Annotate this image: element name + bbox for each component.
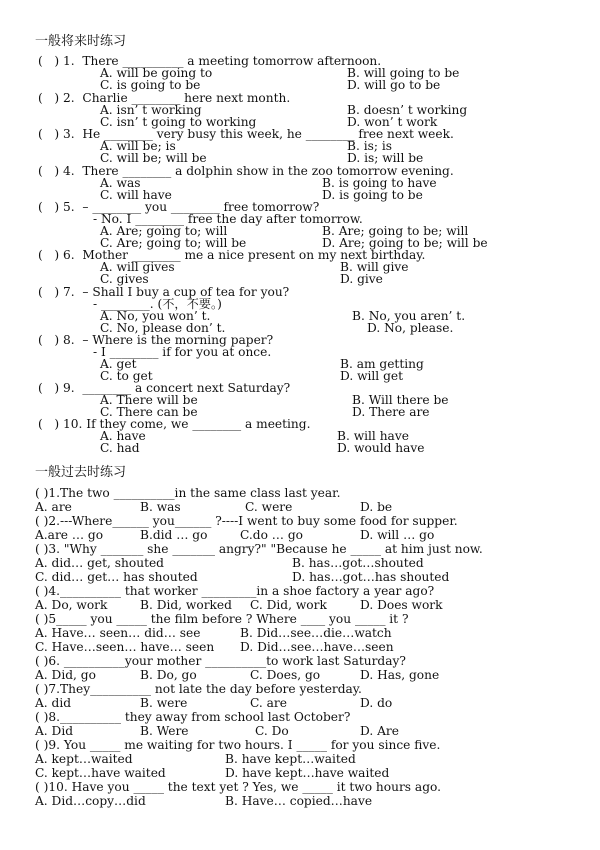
question-line: ( ) 3. He ________ very busy this week, he ________ free next week. xyxy=(38,127,454,141)
option-b: B.did … go xyxy=(140,528,208,542)
option-d: D. There are xyxy=(352,405,430,419)
option-c: C. Did, work xyxy=(250,598,327,612)
question-line: ( ) 7. – Shall I buy a cup of tea for you? xyxy=(38,285,290,299)
option-c: C. will have xyxy=(100,188,172,202)
option-a: A. Did, go xyxy=(35,668,96,682)
option-c: C. did… get… has shouted xyxy=(35,570,198,584)
option-b: B. has…got…shouted xyxy=(292,556,424,570)
option-d: D. has…got…has shouted xyxy=(292,570,450,584)
question-line: - No. I ________ free the day after tomorrow. xyxy=(93,212,363,226)
option-a: A. Did…copy…did xyxy=(35,794,146,808)
question-line: ( )2.---Where______ you______ ?----I went to buy some food for supper. xyxy=(35,514,458,528)
option-a: A. get xyxy=(100,357,137,371)
question-line: ( )8.__________ they away from school last October? xyxy=(35,710,351,724)
option-c: C. Are; going to; will be xyxy=(100,236,247,250)
option-b: B. Did…see…die…watch xyxy=(240,626,392,640)
option-b: B. doesn’ t working xyxy=(347,103,468,117)
option-b: B. will give xyxy=(340,260,409,274)
question-line: ( )5_____ you _____ the film before ? Where ____ you _____ it ? xyxy=(35,612,409,626)
option-d: D. would have xyxy=(337,441,425,455)
option-d: D. Did…see…have…seen xyxy=(240,640,394,654)
option-b: B. have kept…waited xyxy=(225,752,356,766)
option-d: D. will go to be xyxy=(347,78,441,92)
option-c: C.do … go xyxy=(240,528,303,542)
question-line: ( )3. "Why _______ she _______ angry?" "Because he _____ at him just now. xyxy=(35,542,483,556)
question-line: ( ) 4. There ________ a dolphin show in the zoo tomorrow evening. xyxy=(38,164,454,178)
question-line: ( ) 8. – Where is the morning paper? xyxy=(38,333,274,347)
option-a: A. was xyxy=(100,176,141,190)
option-c: C. No, please don’ t. xyxy=(100,321,226,335)
option-d: D. won’ t work xyxy=(347,115,438,129)
option-d: D. No, please. xyxy=(367,321,454,335)
option-c: C. were xyxy=(245,500,293,514)
question-line: ( )6. __________your mother __________to work last Saturday? xyxy=(35,654,406,668)
option-b: B. is; is xyxy=(347,139,392,153)
option-a: A. isn’ t working xyxy=(100,103,202,117)
option-b: B. Do, go xyxy=(140,668,197,682)
option-c: C. is going to be xyxy=(100,78,201,92)
option-c: C. to get xyxy=(100,369,153,383)
option-b: B. will have xyxy=(337,429,409,443)
section-heading-past-tense: 一般过去时练习 xyxy=(35,465,127,480)
question-line: ( ) 9. ________ a concert next Saturday? xyxy=(38,381,291,395)
option-a: A. kept…waited xyxy=(35,752,133,766)
question-line: ( ) 2. Charlie ________ here next month. xyxy=(38,91,291,105)
option-d: D. Are; going to be; will be xyxy=(322,236,488,250)
option-c: C. had xyxy=(100,441,140,455)
question-line: ( )9. You _____ me waiting for two hours. I _____ for you since five. xyxy=(35,738,441,752)
option-b: B. No, you aren’ t. xyxy=(352,309,466,323)
option-b: B. Will there be xyxy=(352,393,449,407)
option-c: C. Does, go xyxy=(250,668,321,682)
option-c: C. There can be xyxy=(100,405,198,419)
option-a: A. are xyxy=(35,500,72,514)
option-d: D. have kept…have waited xyxy=(225,766,390,780)
option-c: C. Do xyxy=(255,724,289,738)
option-b: B. were xyxy=(140,696,188,710)
option-d: D. is; will be xyxy=(347,151,424,165)
option-d: D. will … go xyxy=(360,528,435,542)
question-line: ( ) 5. – ________ you ________ free tomorrow? xyxy=(38,200,320,214)
option-c: C. will be; will be xyxy=(100,151,207,165)
option-a: A.are … go xyxy=(35,528,104,542)
option-d: D. give xyxy=(340,272,383,286)
option-a: A. Do, work xyxy=(35,598,108,612)
option-a: A. have xyxy=(100,429,146,443)
option-b: B. was xyxy=(140,500,181,514)
question-line: ( ) 10. If they come, we ________ a meeting. xyxy=(38,417,311,431)
option-d: D. do xyxy=(360,696,393,710)
section-heading-future-tense: 一般将来时练习 xyxy=(35,34,127,49)
question-line: - ________. (不，不要。) xyxy=(93,297,222,311)
option-a: A. Did xyxy=(35,724,74,738)
option-b: B. Have… copied…have xyxy=(225,794,373,808)
option-b: B. will going to be xyxy=(347,66,460,80)
option-b: B. Were xyxy=(140,724,189,738)
option-b: B. am getting xyxy=(340,357,424,371)
option-d: D. Does work xyxy=(360,598,443,612)
question-line: ( ) 1. There __________ a meeting tomorrow afternoon. xyxy=(38,54,382,68)
option-d: D. Has, gone xyxy=(360,668,440,682)
option-d: D. will get xyxy=(340,369,403,383)
question-line: ( )4.__________ that worker _________in a shoe factory a year ago? xyxy=(35,584,435,598)
option-b: B. is going to have xyxy=(322,176,437,190)
option-a: A. will be going to xyxy=(100,66,213,80)
option-c: C. isn’ t going to working xyxy=(100,115,257,129)
question-line: ( )1.The two __________in the same class last year. xyxy=(35,486,341,500)
option-a: A. Have… seen… did… see xyxy=(35,626,201,640)
option-c: C. are xyxy=(250,696,287,710)
question-line: ( )10. Have you _____ the text yet ? Yes, we _____ it two hours ago. xyxy=(35,780,441,794)
option-a: A. did xyxy=(35,696,72,710)
question-line: ( ) 6. Mother ________ me a nice present on my next birthday. xyxy=(38,248,426,262)
question-line: ( )7.They__________ not late the day before yesterday. xyxy=(35,682,362,696)
option-a: A. No, you won’ t. xyxy=(100,309,211,323)
option-b: B. Did, worked xyxy=(140,598,232,612)
question-line: - I ________ if for you at once. xyxy=(93,345,272,359)
option-a: A. did… get, shouted xyxy=(35,556,164,570)
option-a: A. There will be xyxy=(100,393,198,407)
option-d: D. be xyxy=(360,500,393,514)
option-a: A. will gives xyxy=(100,260,175,274)
option-a: A. Are; going to; will xyxy=(100,224,228,238)
option-c: C. Have…seen… have… seen xyxy=(35,640,215,654)
option-d: D. Are xyxy=(360,724,399,738)
option-b: B. Are; going to be; will xyxy=(322,224,469,238)
option-c: C. kept…have waited xyxy=(35,766,166,780)
option-d: D. is going to be xyxy=(322,188,423,202)
option-c: C. gives xyxy=(100,272,149,286)
option-a: A. will be; is xyxy=(100,139,176,153)
